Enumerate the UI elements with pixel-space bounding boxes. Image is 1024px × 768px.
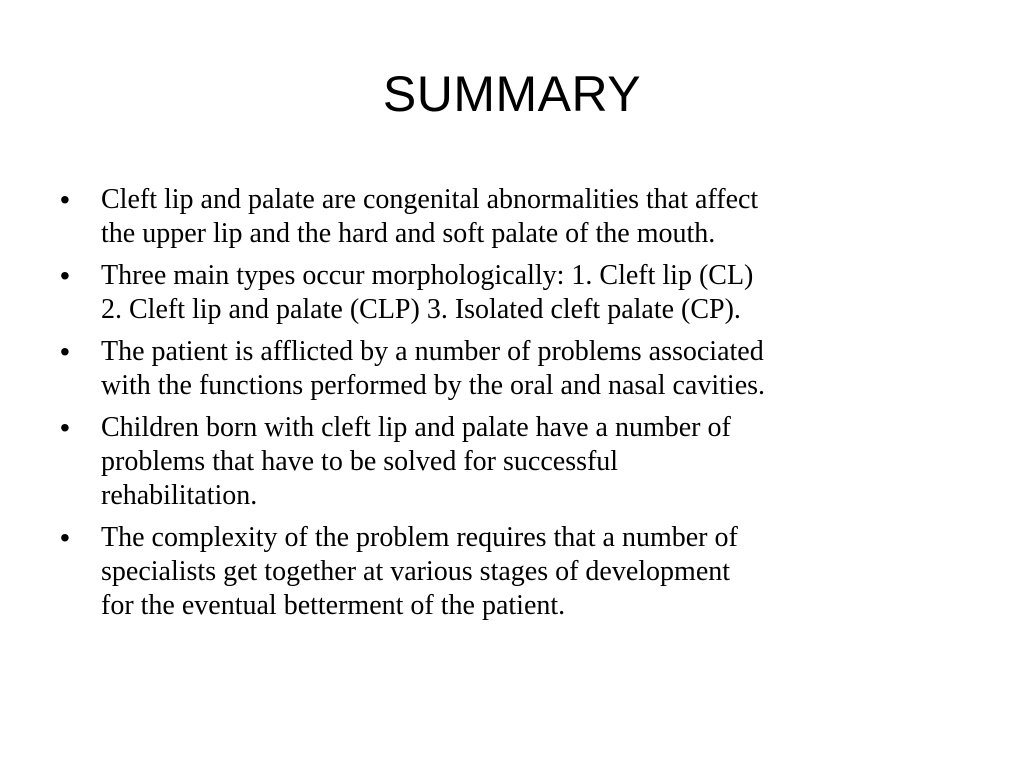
bullet-list [60, 183, 970, 631]
bullet-icon: • [60, 260, 70, 291]
bullet-text-line: the upper lip and the hard and soft palate of the mouth. [101, 218, 716, 249]
bullet-text-line: Children born with cleft lip and palate have a number of [101, 412, 731, 443]
bullet-item [60, 335, 970, 403]
bullet-text-line: rehabilitation. [101, 480, 258, 511]
bullet-item [60, 183, 970, 251]
bullet-text-line: Cleft lip and palate are congenital abnormalities that affect [101, 184, 759, 215]
bullet-text-line: with the functions performed by the oral and nasal cavities. [101, 370, 766, 401]
bullet-text-line: for the eventual betterment of the patient. [101, 590, 566, 621]
bullet-text-line: problems that have to be solved for successful [101, 446, 619, 477]
bullet-text-line: Three main types occur morphologically: 1. Cleft lip (CL) [101, 260, 754, 291]
slide-title: SUMMARY [382, 66, 642, 122]
bullet-icon: • [60, 336, 70, 367]
bullet-text-line: 2. Cleft lip and palate (CLP) 3. Isolated cleft palate (CP). [101, 294, 741, 325]
bullet-icon: • [60, 184, 70, 215]
bullet-item [60, 411, 970, 513]
bullet-item [60, 521, 970, 623]
bullet-icon: • [60, 412, 70, 443]
bullet-text-line: The patient is afflicted by a number of problems associated [101, 336, 764, 367]
bullet-text-line: specialists get together at various stages of development [101, 556, 731, 587]
bullet-item [60, 259, 970, 327]
bullet-icon: • [60, 522, 70, 553]
bullet-text-line: The complexity of the problem requires that a number of [101, 522, 738, 553]
